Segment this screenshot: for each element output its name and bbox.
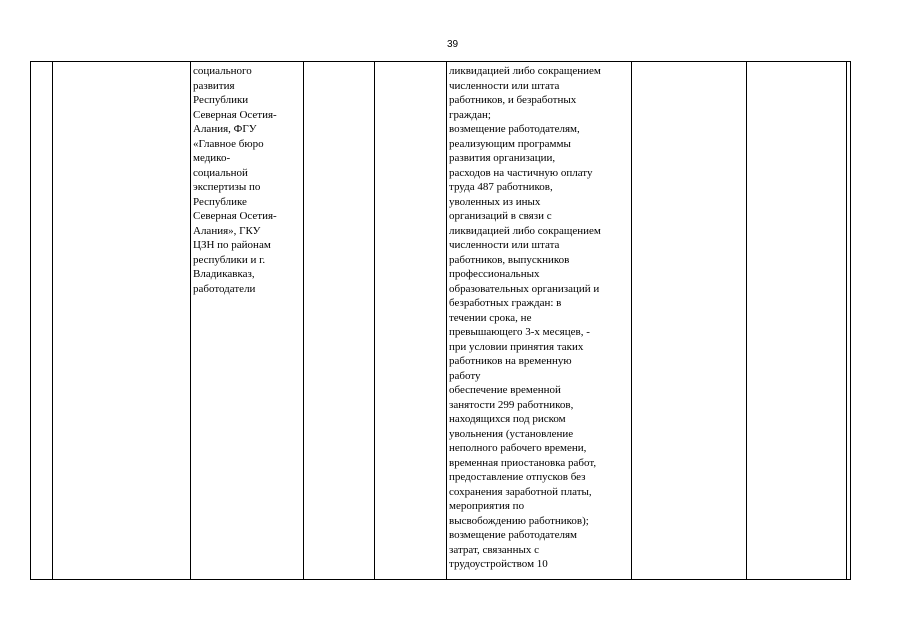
cell-funding (747, 62, 847, 580)
measures-table (30, 61, 851, 580)
table-row (31, 62, 851, 580)
cell-indicator (632, 62, 747, 580)
cell-number (31, 62, 53, 580)
cell-edge (847, 62, 851, 580)
cell-measure-name (53, 62, 191, 580)
cell-end-date (375, 62, 447, 580)
page-number: 39 (446, 39, 459, 50)
cell-description (447, 62, 632, 580)
cell-executors (191, 62, 304, 580)
cell-start-date (304, 62, 375, 580)
description-text: ликвидацией либо сокращением численности или штата работников, и безработных граждан; возмещение работодателям, реализующим программы развития организации, расходов на частичную оплату труда 487 работников, уволенных из иных организаций в связи с ликвидацией либо сокращением численности или штата работников, выпускников профессиональных образовательных организаций и безработных граждан: в течении срока, не превышающего 3-х месяцев, - при условии принятия таких работников на временную работу обеспечение временной занятости 299 работников, находящихся под риском увольнения (установление неполного рабочего времени, временная приостановка работ, предоставление отпусков без сохранения заработной платы, мероприятия по высвобождению работников); возмещение работодателям затрат, связанных с трудоустройством 10 (449, 65, 601, 570)
executors-text: социального развития Республики Северная Осетия- Алания, ФГУ «Главное бюро медико- социальной экспертизы по Республике Северная Осетия- Алания», ГКУ ЦЗН по районам республики и г. Владикавказ, работодатели (193, 65, 277, 295)
